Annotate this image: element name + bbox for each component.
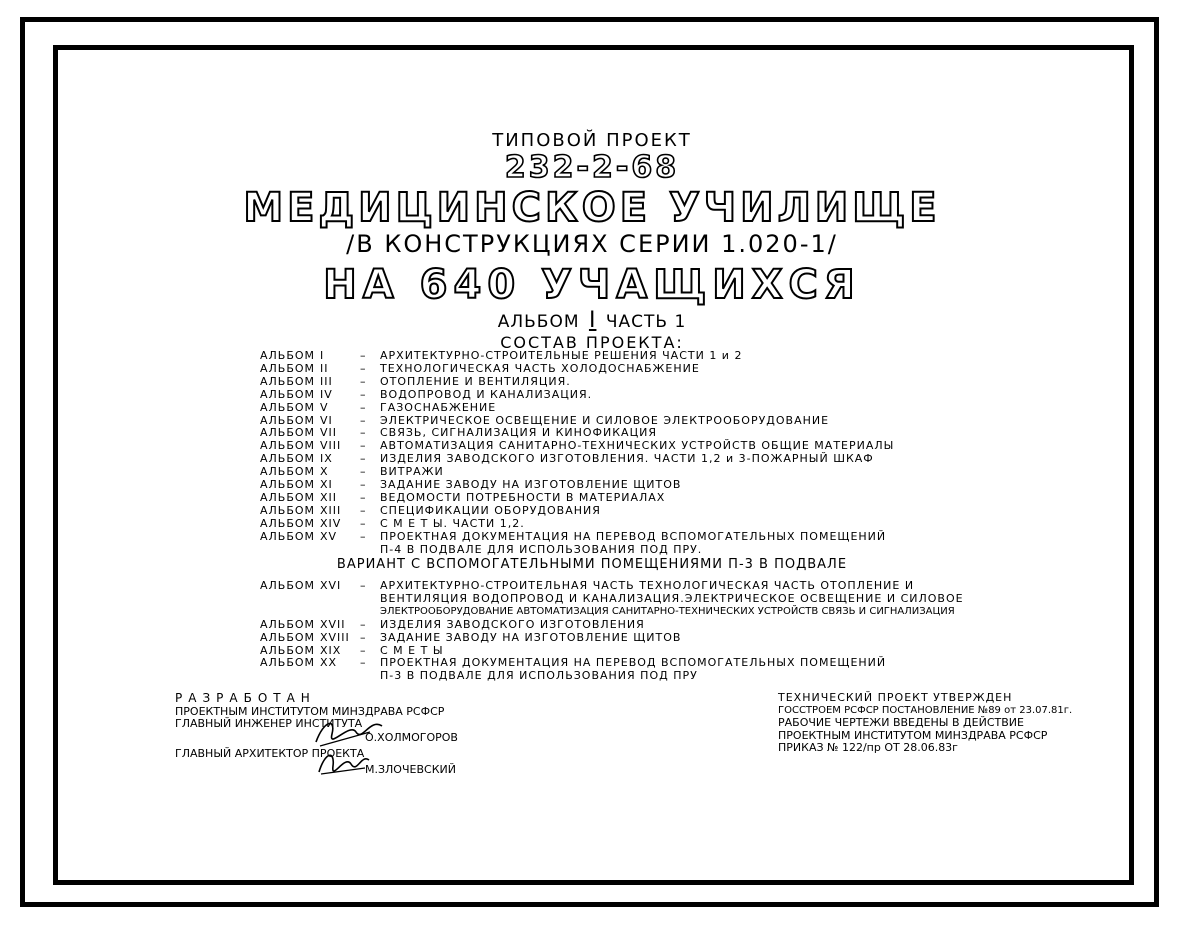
album-label: АЛЬБОМ [260, 617, 316, 631]
album-dash: – [360, 387, 367, 401]
album-label: АЛЬБОМ [260, 503, 316, 517]
chief-engineer-label: ГЛАВНЫЙ ИНЖЕНЕР ИНСТИТУТА [175, 717, 363, 730]
album-dash: – [360, 361, 367, 375]
album-label: АЛЬБОМ [260, 656, 316, 670]
album-row [260, 402, 894, 415]
album-dash: – [360, 630, 367, 644]
album-label: АЛЬБОМ [260, 349, 316, 362]
album-dash: – [360, 490, 367, 504]
album-text: ИЗДЕЛИЯ ЗАВОДСКОГО ИЗГОТОВЛЕНИЯ [380, 617, 645, 631]
album-label: АЛЬБОМ [260, 465, 316, 479]
album-label: АЛЬБОМ [260, 400, 316, 414]
album-label: АЛЬБОМ [260, 630, 316, 644]
album-row [260, 619, 964, 632]
album-dash: – [360, 617, 367, 631]
album-text: ГАЗОСНАБЖЕНИЕ [380, 400, 497, 414]
album-label: АЛЬБОМ [260, 387, 316, 401]
chief-architect-label: ГЛАВНЫЙ АРХИТЕКТОР ПРОЕКТА [175, 747, 365, 760]
album-row [260, 492, 894, 505]
album-number: X [320, 465, 329, 479]
album-label: АЛЬБОМ [260, 439, 316, 453]
album-label: АЛЬБОМ [260, 452, 316, 466]
approval-line-3: РАБОЧИЕ ЧЕРТЕЖИ ВВЕДЕНЫ В ДЕЙСТВИЕ [778, 716, 1024, 729]
album-text: СВЯЗЬ, СИГНАЛИЗАЦИЯ И КИНОФИКАЦИЯ [380, 426, 657, 440]
album-dash: – [360, 439, 367, 453]
album-dash: – [360, 503, 367, 517]
album-list-variant [260, 580, 964, 683]
album-dash: – [360, 465, 367, 479]
album-row [260, 632, 964, 645]
album-text: ТЕХНОЛОГИЧЕСКАЯ ЧАСТЬ ХОЛОДОСНАБЖЕНИЕ [380, 361, 700, 375]
album-number: XVII [320, 617, 346, 631]
album-number: XIII [320, 503, 342, 517]
album-text-continuation: П-4 В ПОДВАЛЕ ДЛЯ ИСПОЛЬЗОВАНИЯ ПОД ПРУ. [380, 542, 703, 556]
album-number: XV [320, 529, 338, 543]
album-row [260, 531, 894, 544]
album-number: XVI [320, 579, 342, 592]
album-label: АЛЬБОМ [260, 643, 316, 657]
album-heading [0, 308, 1184, 333]
album-number: XVIII [320, 630, 350, 644]
album-text: ПРОЕКТНАЯ ДОКУМЕНТАЦИЯ НА ПЕРЕВОД ВСПОМОГАТЕЛЬНЫХ ПОМЕЩЕНИЙ [380, 656, 887, 670]
album-label: АЛЬБОМ [260, 413, 316, 427]
album-text: СПЕЦИФИКАЦИИ ОБОРУДОВАНИЯ [380, 503, 601, 517]
chief-architect-name: М.ЗЛОЧЕВСКИЙ [365, 763, 456, 776]
project-number: 232-2-68 [504, 150, 680, 185]
album-roman: I [588, 308, 597, 333]
album-dash: – [360, 516, 367, 530]
album-label: АЛЬБОМ [260, 374, 316, 388]
album-dash: – [360, 400, 367, 414]
album-text: АРХИТЕКТУРНО-СТРОИТЕЛЬНАЯ ЧАСТЬ ТЕХНОЛОГИЧЕСКАЯ ЧАСТЬ ОТОПЛЕНИЕ И [380, 579, 915, 592]
album-text-continuation: ВЕНТИЛЯЦИЯ ВОДОПРОВОД И КАНАЛИЗАЦИЯ.ЭЛЕКТРИЧЕСКОЕ ОСВЕЩЕНИЕ И СИЛОВОЕ [380, 591, 964, 605]
approval-line-2: ГОССТРОЕМ РСФСР ПОСТАНОВЛЕНИЕ №89 от 23.07.81г. [778, 704, 1073, 716]
album-number: VI [320, 413, 333, 427]
album-text-continuation: ЭЛЕКТРООБОРУДОВАНИЕ АВТОМАТИЗАЦИЯ САНИТАРНО-ТЕХНИЧЕСКИХ УСТРОЙСТВ СВЯЗЬ И СИГНАЛИЗАЦИЯ [380, 605, 955, 617]
approval-line-4: ПРОЕКТНЫМ ИНСТИТУТОМ МИНЗДРАВА РСФСР [778, 728, 1048, 742]
album-label: АЛЬБОМ [260, 516, 316, 530]
album-text: ВИТРАЖИ [380, 465, 444, 479]
album-number: I [320, 349, 325, 362]
album-number: XIX [320, 643, 342, 657]
project-capacity: НА 640 УЧАЩИХСЯ [323, 262, 861, 308]
approval-line-1: ТЕХНИЧЕСКИЙ ПРОЕКТ УТВЕРЖДЕН [778, 691, 1013, 704]
album-list [260, 350, 894, 557]
variant-heading: ВАРИАНТ С ВСПОМОГАТЕЛЬНЫМИ ПОМЕЩЕНИЯМИ П-3 В ПОДВАЛЕ [336, 557, 848, 572]
album-number: XX [320, 656, 338, 670]
album-dash: – [360, 452, 367, 466]
album-number: XII [320, 490, 338, 504]
approval-block [778, 692, 1072, 755]
album-number: II [320, 361, 329, 375]
album-number: V [320, 400, 329, 414]
album-row [260, 376, 894, 389]
album-text: ВОДОПРОВОД И КАНАЛИЗАЦИЯ. [380, 387, 593, 401]
album-text: ЗАДАНИЕ ЗАВОДУ НА ИЗГОТОВЛЕНИЕ ЩИТОВ [380, 478, 682, 492]
album-text: АВТОМАТИЗАЦИЯ САНИТАРНО-ТЕХНИЧЕСКИХ УСТРОЙСТВ ОБЩИЕ МАТЕРИАЛЫ [380, 439, 895, 453]
album-dash: – [360, 643, 367, 657]
album-number: IX [320, 452, 333, 466]
album-dash: – [360, 478, 367, 492]
album-number: VII [320, 426, 338, 440]
project-type-label: ТИПОВОЙ ПРОЕКТ [492, 130, 692, 151]
album-text: ЭЛЕКТРИЧЕСКОЕ ОСВЕЩЕНИЕ И СИЛОВОЕ ЭЛЕКТРООБОРУДОВАНИЕ [380, 413, 830, 427]
album-text: С М Е Т Ы [380, 643, 444, 657]
album-prefix: АЛЬБОМ [497, 312, 580, 332]
album-dash: – [360, 374, 367, 388]
chief-engineer-name: О.ХОЛМОГОРОВ [365, 731, 458, 744]
project-title: МЕДИЦИНСКОЕ УЧИЛИЩЕ [243, 185, 941, 231]
album-row [260, 350, 894, 363]
developer-institute: ПРОЕКТНЫМ ИНСТИТУТОМ МИНЗДРАВА РСФСР [175, 705, 445, 718]
album-label: АЛЬБОМ [260, 579, 316, 592]
album-row [260, 518, 894, 531]
album-row [260, 505, 894, 518]
album-text: ВЕДОМОСТИ ПОТРЕБНОСТИ В МАТЕРИАЛАХ [380, 490, 666, 504]
album-number: III [320, 374, 333, 388]
album-label: АЛЬБОМ [260, 478, 316, 492]
album-text: ИЗДЕЛИЯ ЗАВОДСКОГО ИЗГОТОВЛЕНИЯ. ЧАСТИ 1,2 и 3-ПОЖАРНЫЙ ШКАФ [380, 452, 874, 466]
album-dash: – [360, 426, 367, 440]
chief-architect-signature [315, 746, 375, 778]
album-text: ОТОПЛЕНИЕ И ВЕНТИЛЯЦИЯ. [380, 374, 571, 388]
album-text: ЗАДАНИЕ ЗАВОДУ НА ИЗГОТОВЛЕНИЕ ЩИТОВ [380, 630, 682, 644]
album-text: ПРОЕКТНАЯ ДОКУМЕНТАЦИЯ НА ПЕРЕВОД ВСПОМОГАТЕЛЬНЫХ ПОМЕЩЕНИЙ [380, 529, 887, 543]
album-number: XI [320, 478, 333, 492]
album-label: АЛЬБОМ [260, 426, 316, 440]
developer-heading: РАЗРАБОТАН [175, 691, 316, 705]
album-text-continuation: П-3 В ПОДВАЛЕ ДЛЯ ИСПОЛЬЗОВАНИЯ ПОД ПРУ [380, 669, 698, 683]
album-number: IV [320, 387, 333, 401]
project-series: /В КОНСТРУКЦИЯХ СЕРИИ 1.020-1/ [346, 230, 838, 258]
contents-heading: СОСТАВ ПРОЕКТА: [500, 333, 684, 352]
album-dash: – [360, 529, 367, 543]
approval-line-5: ПРИКАЗ № 122/пр ОТ 28.06.83г [778, 741, 958, 754]
album-dash: – [360, 413, 367, 427]
album-row [260, 389, 894, 402]
album-part: ЧАСТЬ 1 [605, 312, 687, 332]
album-row [260, 453, 894, 466]
album-row [260, 363, 894, 376]
album-dash: – [360, 656, 367, 670]
album-label: АЛЬБОМ [260, 361, 316, 375]
album-number: XIV [320, 516, 342, 530]
album-dash: – [360, 579, 367, 592]
album-row [260, 580, 964, 593]
album-label: АЛЬБОМ [260, 490, 316, 504]
album-dash: – [360, 349, 367, 362]
album-number: VIII [320, 439, 342, 453]
album-text: С М Е Т Ы. ЧАСТИ 1,2. [380, 516, 525, 530]
album-text: АРХИТЕКТУРНО-СТРОИТЕЛЬНЫЕ РЕШЕНИЯ ЧАСТИ 1 и 2 [380, 349, 743, 362]
album-label: АЛЬБОМ [260, 529, 316, 543]
